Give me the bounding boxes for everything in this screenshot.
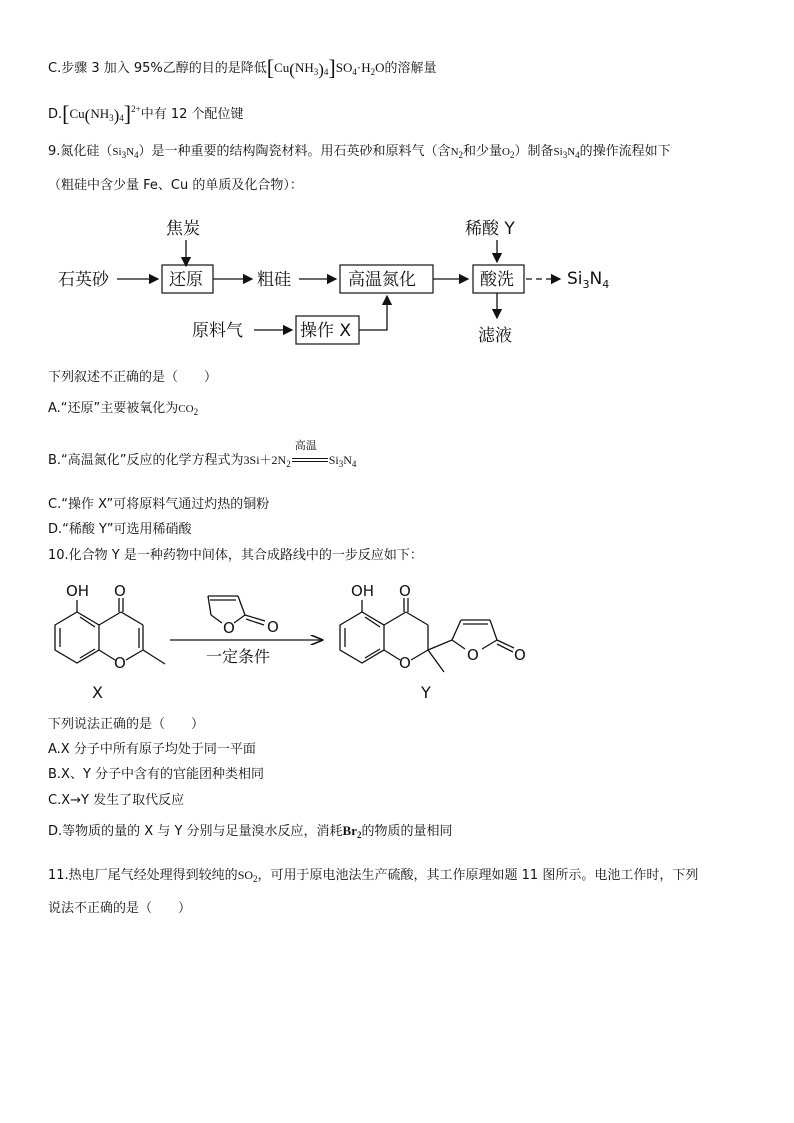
subscript: 4 [119, 113, 124, 123]
flow-dilute-acid-label: 稀酸 Y [465, 219, 515, 239]
formula-o: O [375, 60, 385, 75]
q10-stem: 10.化合物 Y 是一种药物中间体，其合成路线中的一步反应如下： [48, 548, 423, 563]
flow-sand-label: 石英砂 [58, 270, 109, 290]
q9-stem-line2: （粗硅中含少量 Fe、Cu 的单质及化合物）： [48, 178, 303, 193]
flow-feed-gas-label: 原料气 [192, 321, 243, 341]
flow-coke-label: 焦炭 [166, 219, 200, 239]
q9-flow-diagram [0, 210, 794, 350]
option-text: D. [48, 107, 63, 122]
q9-stem: 9.氮化硅$(Si_3N_4)$是一种重要的结构陶瓷材料。用石英砂和原料气（含$N_2$和少量$O_2$）制备$Si_3N_4$的操作流程如下 [48, 144, 671, 160]
q10-option-a: A.X 分子中所有原子均处于同一平面 [48, 742, 256, 757]
formula-nh: NH [294, 60, 314, 75]
q9-option-c: C.“操作 X”可将原料气通过灼热的铜粉 [48, 497, 270, 512]
q9-option-b: B.“高温氮化”反应的化学方程式为$3Si+2N_2$ 高温 $Si_3N_4$ [48, 439, 357, 469]
subscript: 4 [323, 67, 329, 77]
superscript-charge: 2+ [131, 104, 141, 114]
flow-op-x-label: 操作 X [300, 321, 352, 341]
x-oh-label: OH [66, 582, 90, 600]
flow-reduce-label: 还原 [169, 270, 203, 290]
q10-question: 下列说法正确的是（ ） [48, 717, 205, 732]
flow-product-label: $Si_3N_4$ [567, 269, 610, 291]
q10-option-b: B.X、Y 分子中含有的官能团种类相同 [48, 767, 265, 782]
y-carbonyl-o: O [399, 582, 411, 600]
q9-option-a: A.“还原”主要被氧化为$CO_2$ [48, 401, 199, 417]
flow-acid-wash-label: 酸洗 [480, 270, 514, 290]
formula-cu: Cu [274, 60, 290, 75]
q9-option-d: D.“稀酸 Y”可选用稀硝酸 [48, 522, 192, 537]
reagent-ring-o: O [223, 619, 235, 637]
formula-nh: NH [90, 106, 110, 121]
y-compound-label: Y [421, 683, 431, 702]
q9-question: 下列叙述不正确的是（ ） [48, 370, 218, 385]
subscript: 3 [109, 113, 114, 123]
flow-filtrate-label: 滤液 [478, 326, 512, 346]
formula-h: ·H [356, 60, 371, 75]
q10-option-d: D.等物质的量的 X 与 Y 分别与足量溴水反应，消耗$Br_2$的物质的量相同 [48, 823, 453, 840]
y-oh-label: OH [351, 582, 375, 600]
q10-reaction-diagram [0, 572, 794, 712]
reaction-condition-arrow: 高温 [291, 451, 329, 469]
option-text: 的溶解量 [384, 61, 437, 76]
y-ring-o: O [399, 654, 411, 672]
formula-cu: Cu [69, 106, 85, 121]
x-compound-label: X [92, 683, 103, 702]
option-d-prev: $D.[Cu(NH_3)_4]^{2+}$中有 12 个配位键 [48, 101, 244, 126]
x-carbonyl-o: O [114, 582, 126, 600]
option-c-prev: C.步骤 3 加入 95%乙醇的目的是降低$[Cu(NH_3)_4]SO_4\cdot H_2O$的溶解量 [48, 55, 437, 80]
reagent-carbonyl-o: O [267, 618, 279, 636]
x-ring-o: O [114, 654, 126, 672]
y-lactone-carbonyl-o: O [514, 646, 526, 664]
formula-so: SO [335, 60, 353, 75]
q11-stem-line2: 说法不正确的是（ ） [48, 901, 192, 916]
q11-stem: 11.热电厂尾气经处理得到较纯的$SO_2$，可用于原电池法生产硫酸，其工作原理如题 11 图所示。电池工作时，下列 [48, 868, 699, 884]
reaction-condition: 一定条件 [206, 647, 271, 666]
q10-option-c: C.X→Y 发生了取代反应 [48, 793, 185, 808]
flow-crude-si-label: 粗硅 [257, 270, 291, 290]
y-lactone-o: O [467, 646, 479, 664]
subscript: 3 [313, 67, 319, 77]
option-text: C.步骤 3 加入 95%乙醇的目的是降低 [48, 61, 267, 76]
option-text: 中有 12 个配位键 [140, 107, 244, 122]
flow-nitride-label: 高温氮化 [348, 270, 416, 290]
subscript: 2 [370, 67, 376, 77]
subscript: 4 [352, 67, 357, 77]
